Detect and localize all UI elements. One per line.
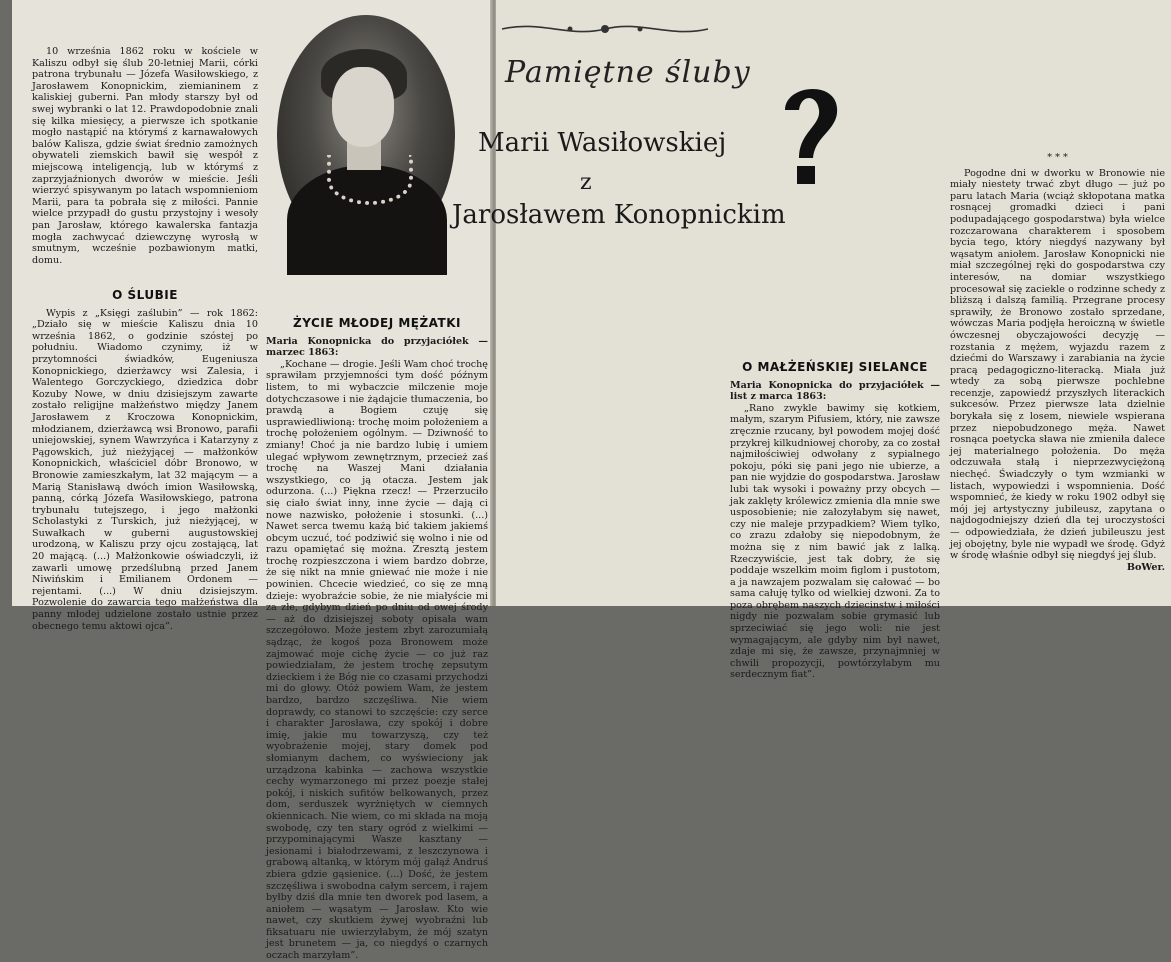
intro-column [32,46,258,278]
sielanka-column [730,262,940,681]
zycie-paragraph: „Kochane — drogie. Jeśli Wam choć trochę sprawiłam przyjemności tym dość późnym listem, to mi wybaczcie milczenie moje dotychczasowe i nie żądajcie tłumaczenia, bo prawdą a Bogiem czuję się usprawiedliwioną: trochę moim położeniem a trochę położeniem ogólnym. — Dziwność to zmiany! Choć ja nie bardzo lubię i umiem ulegać wpływom zewnętrznym, przecież zaś trochę na Waszej Mani działania wszystkiego, co ją otacza. Jestem jak odurzona. (...) Piękna rzecz! — Przerzuciło się ciało świat inny, inne życie — dają ci nowe nazwisko, położenie i stosunki. (...) Nawet serca twemu każą bić takiem jakiemś obcym uczuć, toć podziwić się wolno i nie od razu opamiętać się można. Zresztą jestem trochę rozpieszczona i wiem bardzo dobrze, że się nikt na mnie gniewać nie może i nie powinien. Chcecie wiedzieć, co się ze mną dzieje: wyobraźcie sobie, że nie miałyście mi za złe, gdybym dzień po dniu od owej środy — aż do dzisiejszej soboty opisała wam szczegółowo. Może jestem zbyt zarozumiałą sądząc, że kogoś poza Bronowem może zajmować moje cichę życie — co już raz powiedziałam, że jestem trochę zepsutym dzieckiem i że Bóg nie co czasami przychodzi mi do głowy. Otóż powiem Wam, że jestem bardzo, bardzo szczęśliwa. Nie wiem doprawdy, co stanowi to szczęście: czy serce i charakter Jarosława, czy spokój i dobre imię, jakie mu towarzyszą, czy też wyobrażenie mojej, stary domek pod słomianym dachem, co wyświeciony jak urządzona kabinka — zachowa wszystkie cechy wymarzonego mi przez poezje stałej pokój, i niskich sufitów belkowanych, przez dom, serduszek wyrżniętych w ciemnych okiennicach. Nie wiem, co mi składa na moją swobodę, czy ten stary ogród z wielkimi — przypominającymi Wasze kasztany — jesionami i białodrzewami, z leszczynowa i grabową altanką, w którym mój gałąź Andruś zbiera gdzie gąsienice. (...) Dość, że jestem szczęśliwa i swobodna całym sercem, i rajem byłby dziś dla mnie ten dworek pod lasem, a aniołem — wąsatym — Jarosław. Kto wie nawet, czy skutkiem żywej wyobraźni lub fiksatuaru nie uwierzyłabym, że mój szatyn jest brunetem — ja, co niegdyś o czarnych oczach marzyłam”. [266,358,488,962]
portrait-photo [277,15,455,257]
slub-column [32,282,258,632]
sielanka-lead: Maria Konopnicka do przyjaciółek — list z marca 1863: [730,379,940,403]
portrait-necklace [327,155,413,205]
author-signature: BoWer. [1126,561,1165,573]
slub-paragraph: Wypis z „Księgi zaślubin” — rok 1862: „Działo się w mieście Kaliszu dnia 10 września 1862, o godzinie szóstej po południu. Wiadomo czynimy, iż w przytomności świadków, Eugeniusza Konopnickiego, dzierżawcy wsi Zalesia, i Walentego Gorczyckiego, dziedzica dobr Kozuby Nowe, w dniu dzisiejszym zawarte zostało religijne małżeństwo między Janem Jarosławem z Kroczowa Konopnickim, młodzianem, dzierżawcą wsi Bronowo, parafii uniejowskiej, synem Wawrzyńca i Katarzyny z Pągowskich, już nieżyjącej — małżonków Konopnickich, właściciel dóbr Bronowo, w Bronowie zamieszkałym, lat 32 mającym — a Marią Stanisławą dwóch imion Wasiłowską, panną, córką Józefa Wasiłowskiego, patrona trybunału tutejszego, i jego małżonki Scholastyki z Turskich, już nieżyjącej, w Suwałkach w guberni augustowskiej urodzoną, w Kaliszu przy ojcu zostającą, lat 20 mającą. (...) Małżonkowie oświadczyli, iż zawarli umowę przedślubną przed Janem Niwińskim i Emilianem Ordonem — rejentami. (...) W dniu dzisiejszym. Pozwolenie do zawarcia tego małżeństwa dla panny młodej udzielone zostało ustnie przez obecnego temu aktowi ojca”. [32,307,258,632]
title-line-3: Jarosławem Konopnickim [452,200,786,230]
question-mark-graphic [775,80,845,190]
portrait-face [332,67,394,147]
final-column [950,40,1165,602]
zycie-column [266,262,488,962]
section-separator: * * * [1047,152,1068,163]
sielanka-heading: O MAŁŻEŃSKIEJ SIELANCE [742,360,928,374]
title-script: Pamiętne śluby [505,55,751,90]
final-paragraph: Pogodne dni w dworku w Bronowie nie miały niestety trwać zbyt długo — już po paru latach Maria (wciąż skłopotana matka rosnącej gromadki dzieci i pani podupadającego gospodarstwa) była wielce rozczarowana charakterem i sposobem bycia tego, który niegdyś nazywany był wąsatym aniołem. Jarosław Konopnicki nie miał szczególnej ręki do gospodarstwa czy interesów, na domiar wszystkiego procesował się zaciekle o rodzinne schedy z bliższą i dalszą familią. Przegrane procesy sprawiły, że Bronowo zostało sprzedane, wówczas Maria podjęła heroiczną w świetle ówczesnej obyczajowości decyzję — rozstania z mężem, wyjazdu razem z dziećmi do Warszawy i zarabiania na życie pracą pedagogiczno-literacką. Miała już wtedy za sobą pierwsze pochlebne recenzje, zapowiedź przyszłych literackich sukcesów. Przez pierwsze lata dzielnie borykała się z losem, niewiele wspierana przez niepobudzonego męża. Nawet rosnąca poetycka sława nie zmieniła dalece jej materialnego położenia. Do męża odczuwała stałą i nieprzezwyciężoną niechęć. Świadczyły o tym wzmianki w listach, wypowiedzi i wspomnienia. Dość wspomnieć, że kiedy w roku 1902 odbył się mój jej artystyczny jubileusz, zapytana o najdogodniejszy dzień dla tej uroczystości — odpowiedziała, że dzień jubileuszu jest jej obojętny, byle nie wypadł we środę. Gdyż w środę właśnie odbył się niegdyś jej ślub. [950,167,1165,562]
title-line-1: Marii Wasiłowskiej [478,128,727,158]
left-page [12,0,492,962]
ornament-flourish [500,18,710,40]
intro-paragraph: 10 września 1862 roku w kościele w Kaliszu odbył się ślub 20-letniej Marii, córki patrona trybunału — Józefa Wasiłowskiego, z Jarosławem Konopnickim, ziemianinem z kaliskiej guberni. Pan młody starszy był od swej wybranki o lat 12. Prawdopodobnie znali się kilka miesięcy, a pierwsze ich spotkanie mogło nastąpić na którymś z karnawałowych balów Kalisza, gdzie świat średnio zamożnych obywateli ziemskich bawił się wespół z miejscową inteligencją, lub w którymś z zaprzyjaźnionych dworów w mieście. Jeśli wierzyć spisywanym po latach wspomnieniom Marii, para ta pobrała się z miłości. Pannie wielce przypadł do gustu przystojny i wesoły pan Jarosław, którego kawalerska fantazja mogła zachwycać dziewczynę wyrosłą w smutnym, wcześnie pozbawionym matki, domu. [32,46,258,266]
sielanka-paragraph: „Rano zwykle bawimy się kotkiem, małym, szarym Pifusiem, który, nie zawsze zręcznie rzucany, był powodem mojej dość przykrej kilkudniowej choroby, za co został najmiłościwiej odwołany z sypialnego pokoju, póki się pani jego nie ubierze, a pan nie wyjdzie do gospodarstwa. Jarosław lubi tak wysoki i poważny przy obcych — jak zaklęty królewicz zmienia dla mnie swe usposobienie; nie załozyłabym się nawet, czy nie maleje przypadkiem? Wiem tylko, co zrazu zdałoby się niepodobnym, że można się z nim bawić jak z lalką. Rzeczywiście, jest tak dobry, że się poddaje wszelkim moim figlom i pustotom, a ja nawzajem pozwalam się całować — bo sama całuję tylko od wielkiej dzwoni. Za to poza obrębem naszych dziecinstw i miłości nigdy nie pozwalam sobie grymasić lub sprzeciwiać się jego woli: nie jest wymagającym, ale gdyby nim był nawet, zdaje mi się, że zawsze, przynajmniej w chwili propozycji, powtórzyłabym mu serdecznym fiat”. [730,402,940,681]
title-line-2: z [580,170,592,195]
zycie-heading: ŻYCIE MŁODEJ MĘŻATKI [293,316,461,330]
slub-heading: O ŚLUBIE [112,288,178,302]
zycie-lead: Maria Konopnicka do przyjaciółek — marzec 1863: [266,335,488,359]
